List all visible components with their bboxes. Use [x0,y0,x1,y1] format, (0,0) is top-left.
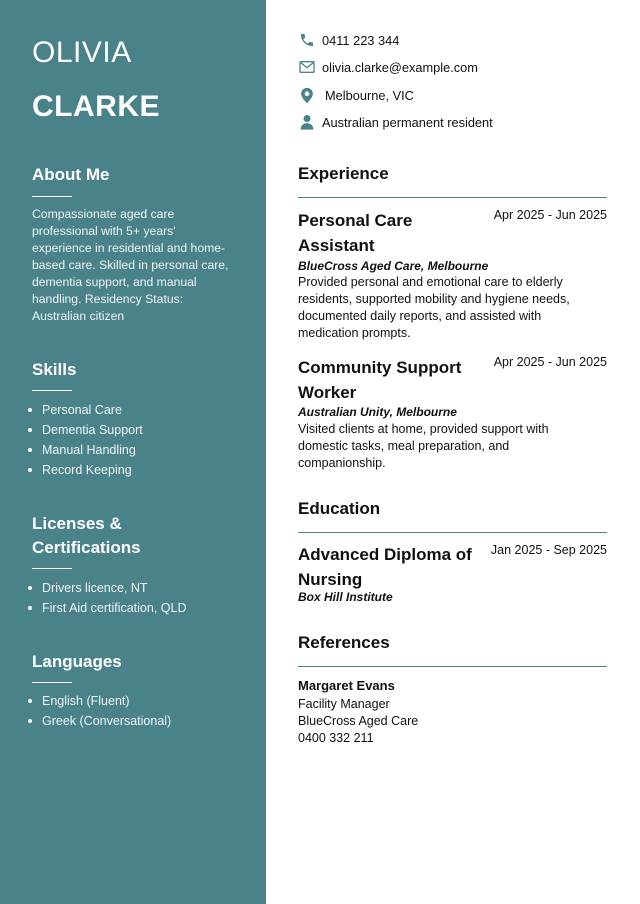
experience-divider [298,197,607,198]
job-description: Provided personal and emotional care to elderly residents, supported mobility and hygiene needs, documented daily reports, and assisted with medication prompts. [298,275,570,340]
job-description: Visited clients at home, provided support with domestic tasks, meal preparation, and companionship. [298,422,549,470]
reference-role: Facility Manager [298,697,390,711]
job-company: BlueCross Aged Care, Melbourne [298,259,489,273]
license-item: First Aid certification, QLD [28,598,187,618]
contact-location [298,86,414,104]
skill-item: Personal Care [28,400,143,420]
residency-text: Australian permanent resident [322,114,493,130]
last-name: CLARKE [32,90,160,123]
skills-list [28,400,143,480]
phone-text[interactable]: 0411 223 344 [322,32,400,48]
references-heading: References [298,633,390,652]
reference-company: BlueCross Aged Care [298,714,419,728]
education-heading: Education [298,499,381,518]
language-item: English (Fluent) [28,691,171,711]
licenses-divider [32,568,72,569]
education-title-line1: Advanced Diploma of [298,545,472,564]
email-text[interactable]: olivia.clarke@example.com [322,59,478,75]
reference-phone: 0400 332 211 [298,731,374,745]
about-text: Compassionate aged care professional with 5+ years' experience in residential and home-based care. Skilled in personal care, dementia support, and manual handling. Residency Status: Australian citizen [32,207,229,323]
job-title-line1: Personal Care [298,211,413,230]
references-divider [298,666,607,667]
licenses-list [28,578,187,618]
job-title-line2: Assistant [298,236,375,255]
first-name: OLIVIA [32,36,132,69]
skill-item: Manual Handling [28,440,143,460]
education-title-line2: Nursing [298,570,363,589]
location-pin-icon [298,86,316,104]
job-dates: Apr 2025 - Jun 2025 [493,208,607,222]
experience-heading: Experience [298,164,389,183]
job-title-line1: Community Support [298,358,462,377]
languages-divider [32,682,72,683]
main-content [266,0,640,904]
job-title [298,355,488,405]
languages-list [28,691,171,731]
education-dates: Jan 2025 - Sep 2025 [490,543,607,557]
phone-icon [298,31,316,49]
contact-phone [298,31,399,49]
job-dates: Apr 2025 - Jun 2025 [493,355,607,369]
about-divider [32,196,72,197]
job-company: Australian Unity, Melbourne [298,405,457,419]
skills-divider [32,390,72,391]
reference-name: Margaret Evans [298,678,395,693]
job-title-line2: Worker [298,383,357,402]
job-title [298,208,488,258]
email-icon [298,58,316,76]
licenses-heading [32,512,242,560]
licenses-heading-line1: Licenses & [32,514,122,533]
language-item: Greek (Conversational) [28,711,171,731]
person-icon [298,113,316,131]
education-title [298,542,498,592]
skill-item: Dementia Support [28,420,143,440]
contact-residency [298,113,493,131]
license-item: Drivers licence, NT [28,578,187,598]
sidebar [0,0,266,904]
contact-email [298,58,478,76]
skill-item: Record Keeping [28,460,143,480]
about-heading: About Me [32,165,110,184]
education-divider [298,532,607,533]
education-institution: Box Hill Institute [298,590,393,604]
licenses-heading-line2: Certifications [32,538,141,557]
skills-heading: Skills [32,360,77,379]
location-text: Melbourne, VIC [325,87,414,103]
languages-heading: Languages [32,652,122,671]
